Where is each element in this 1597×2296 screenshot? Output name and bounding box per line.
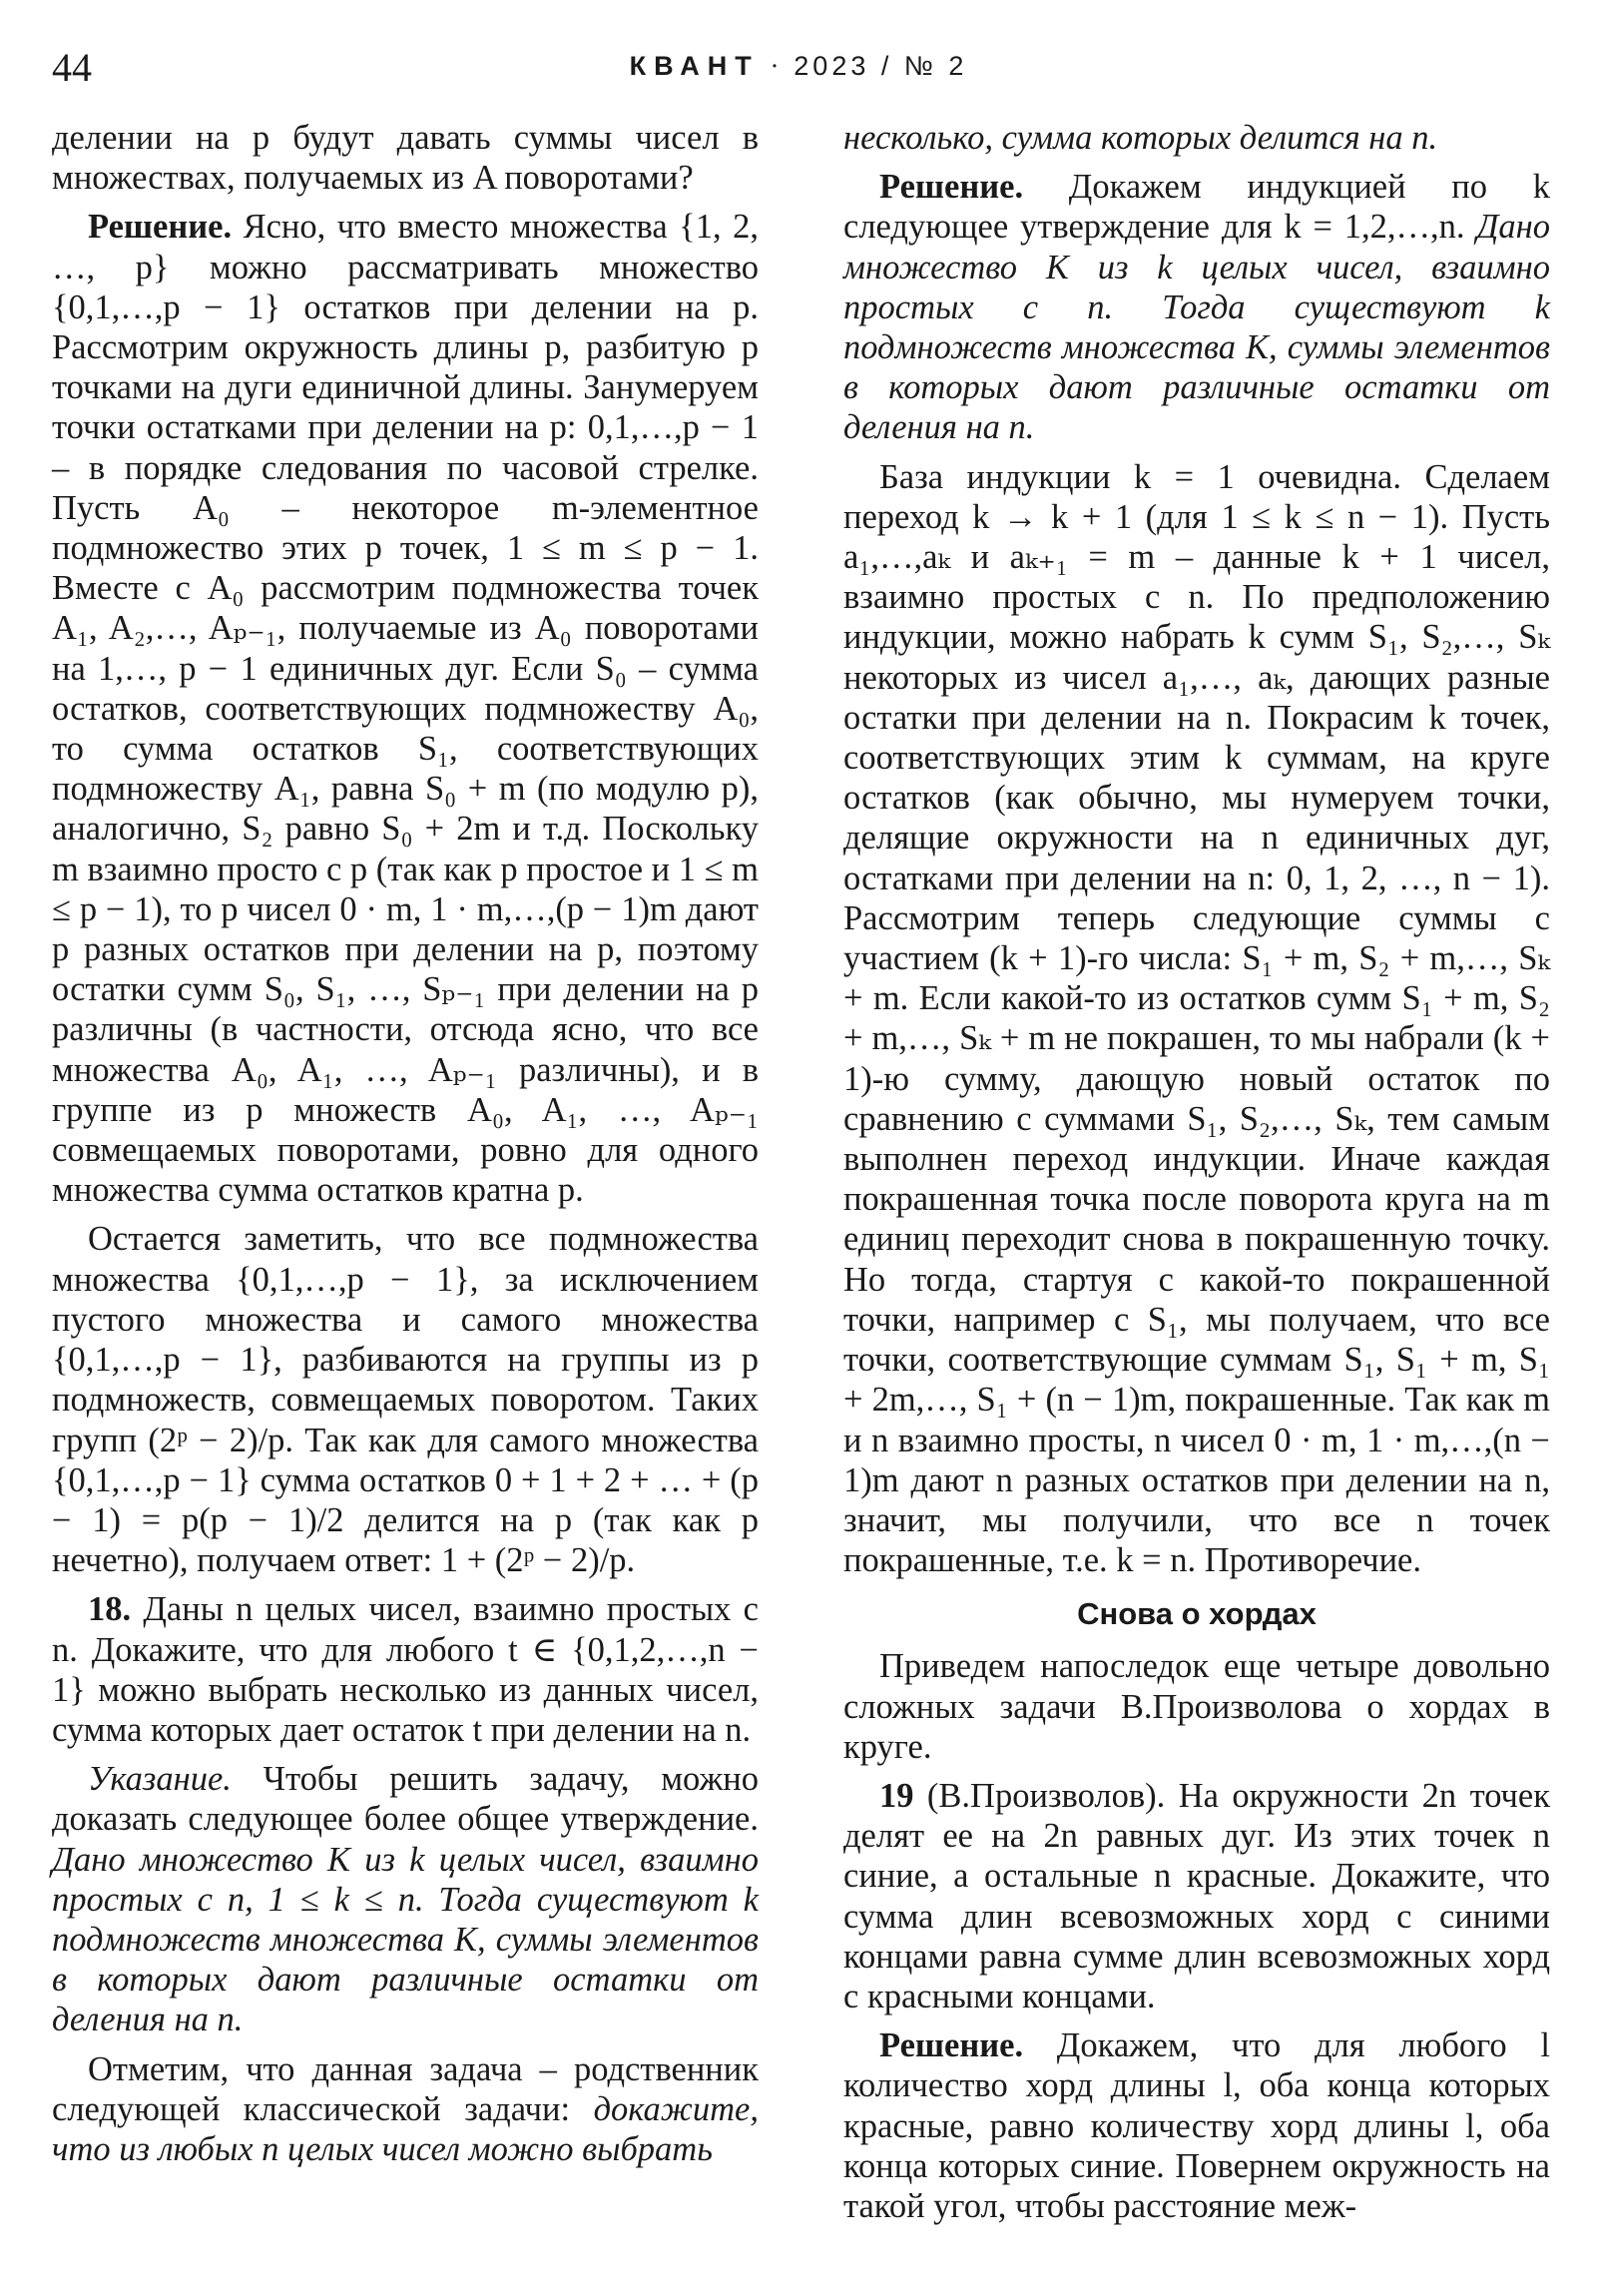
solution-statement: Дано множество K из k целых чисел, взаимно простых с n. Тогда существуют k подмножеств множества K, суммы элементов в которых дают различные остатки от деления на n. bbox=[843, 208, 1550, 447]
problem-19-text: (В.Произволов). На окружности 2n точек делят ее на 2n равных дуг. Из этих точек n синие, а остальные n красные. Докажите, что сумма длин всевозможных хорд с синими концами равна сумме длин всевозможных хорд с красными концами. bbox=[843, 1776, 1550, 2015]
header-separator: · bbox=[759, 51, 795, 81]
remains-paragraph: Остается заметить, что все подмножества множества {0,1,…,p − 1}, за исключением пустого множества и самого множества {0,1,…,p − 1}, разбиваются на группы из p подмножеств, совмещаемых поворотом. Таких групп (2ᵖ − 2)/p. Так как для самого множества {0,1,…,p − 1} сумма остатков 0 + 1 + 2 + … + (p − 1) = p(p − 1)/2 делится на p (так как p нечетно), получаем ответ: 1 + (2ᵖ − 2)/p. bbox=[52, 1220, 759, 1580]
problem-18-label: 18. bbox=[88, 1590, 132, 1629]
hint-statement: Дано множество K из k целых чисел, взаимно простых с n, 1 ≤ k ≤ n. Тогда существуют k подмножеств множества K, суммы элементов в которых дают различные остатки от деления на n. bbox=[52, 1840, 759, 2039]
induction-solution-paragraph bbox=[843, 167, 1550, 447]
solution-text: Ясно, что вместо множества {1, 2, …, p} можно рассматривать множество {0,1,…,p − 1} остатков при делении на p. Рассмотрим окружность длины p, разбитую p точками на дуги единичной длины. Занумеруем точки остатками при делении на p: 0,1,…,p − 1 – в порядке следования по часовой стрелке. Пусть A₀ – некоторое m-элементное подмножество этих p точек, 1 ≤ m ≤ p − 1. Вместе с A₀ рассмотрим подмножества точек A₁, A₂,…, Aₚ₋₁, получаемые из A₀ поворотами на 1,…, p − 1 единичных дуг. Если S₀ – сумма остатков, соответствующих подмножеству A₀, то сумма остатков S₁, соответствующих подмножеству A₁, равна S₀ + m (по модулю p), аналогично, S₂ равно S₀ + 2m и т.д. Поскольку m взаимно просто с p (так как p простое и 1 ≤ m ≤ p − 1), то p чисел 0 · m, 1 · m,…,(p − 1)m дают p разных остатков при делении на p, поэтому остатки сумм S₀, S₁, …, Sₚ₋₁ при делении на p различны (в частности, отсюда ясно, что все множества A₀, A₁, …, Aₚ₋₁ различны), и в группе из p множеств A₀, A₁, …, Aₚ₋₁ совмещаемых поворотами, ровно для одного множества сумма остатков кратна p. bbox=[52, 208, 759, 1210]
relative-paragraph bbox=[52, 2049, 759, 2170]
section-heading: Снова о хордах bbox=[1077, 1596, 1317, 1632]
continuation-italic-paragraph: несколько, сумма которых делится на n. bbox=[843, 119, 1438, 157]
running-head bbox=[0, 48, 1597, 84]
right-column bbox=[843, 118, 1550, 2235]
problem-18-text: Даны n целых чисел, взаимно простых с n. Докажите, что для любого t ∈ {0,1,2,…,n − 1} можно выбрать несколько из данных чисел, сумма которых дает остаток t при делении на n. bbox=[52, 1590, 759, 1749]
solution-label: Решение. bbox=[879, 168, 1024, 207]
problem-19-label: 19 bbox=[879, 1776, 914, 1815]
problem-18-paragraph bbox=[52, 1589, 759, 1750]
page-number: 44 bbox=[52, 45, 92, 90]
intro-paragraph: Приведем напоследок еще четыре довольно сложных задачи В.Произволова о хордах в круге. bbox=[843, 1647, 1550, 1766]
relative-italic: докажите, что из любых n целых чисел можно выбрать bbox=[52, 2089, 759, 2168]
hint-paragraph bbox=[52, 1759, 759, 2039]
solution-text: Докажем индукцией по k следующее утверждение для k = 1,2,…,n. bbox=[843, 168, 1550, 247]
left-column bbox=[52, 118, 759, 2178]
hint-text: Чтобы решить задачу, можно доказать следующее более общее утверждение. bbox=[52, 1760, 759, 1839]
solution-text: Докажем, что для любого l количество хорд длины l, оба конца которых красные, равно количеству хорд длины l, оба конца которых синие. Повернем окружность на такой угол, чтобы расстояние меж- bbox=[843, 2026, 1550, 2225]
issue-number: 2023 / № 2 bbox=[794, 51, 968, 81]
hint-label: Указание. bbox=[88, 1760, 232, 1799]
solution-label: Решение. bbox=[88, 208, 233, 247]
problem-19-paragraph bbox=[843, 1776, 1550, 2016]
solution-19-paragraph bbox=[843, 2025, 1550, 2226]
relative-text: Отметим, что данная задача – родственник следующей классической задачи: bbox=[52, 2049, 759, 2128]
journal-title: КВАНТ bbox=[629, 51, 760, 81]
induction-base-paragraph: База индукции k = 1 очевидна. Сделаем переход k → k + 1 (для 1 ≤ k ≤ n − 1). Пусть a₁,…,aₖ и aₖ₊₁ = m – данные k + 1 чисел, взаимно простых с n. По предположению индукции, можно набрать k сумм S₁, S₂,…, Sₖ некоторых из чисел a₁,…, aₖ, дающих разные остатки при делении на n. Покрасим k точек, соответствующих этим k суммам, на круге остатков (как обычно, мы нумеруем точки, делящие окружности на n единичных дуг, остатками при делении на n: 0, 1, 2, …, n − 1). Рассмотрим теперь следующие суммы с участием (k + 1)-го числа: S₁ + m, S₂ + m,…, Sₖ + m. Если какой-то из остатков сумм S₁ + m, S₂ + m,…, Sₖ + m не покрашен, то мы набрали (k + 1)-ю сумму, дающую новый остаток по сравнению с суммами S₁, S₂,…, Sₖ, тем самым выполнен переход индукции. Иначе каждая покрашенная точка после поворота круга на m единиц переходит снова в покрашенную точку. Но тогда, стартуя с какой-то покрашенной точки, например с S₁, мы получаем, что все точки, соответствующие суммам S₁, S₁ + m, S₁ + 2m,…, S₁ + (n − 1)m, покрашенные. Так как m и n взаимно просты, n чисел 0 · m, 1 · m,…,(n − 1)m дают n разных остатков при делении на n, значит, мы получили, что все n точек покрашенные, т.е. k = n. Противоречие. bbox=[843, 457, 1550, 1580]
continuation-paragraph: делении на p будут давать суммы чисел в множествах, получаемых из A поворотами? bbox=[52, 119, 759, 198]
solution-paragraph bbox=[52, 207, 759, 1210]
solution-label: Решение. bbox=[879, 2026, 1024, 2065]
